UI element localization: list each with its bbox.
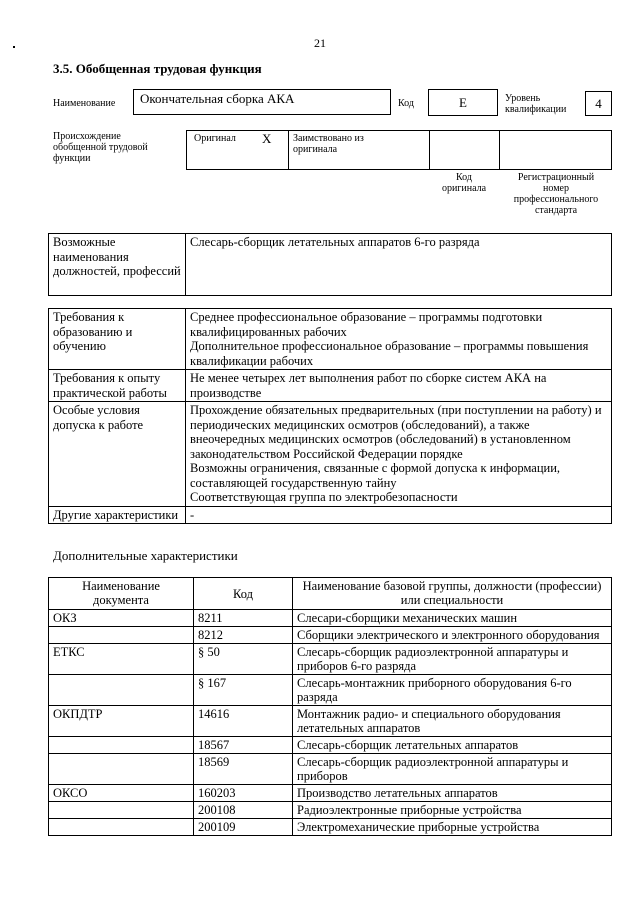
level-label-2: квалификации [505,104,567,115]
row-name: Слесарь-монтажник приборного оборудования 6-го разряда [293,675,612,706]
row-doc [49,754,194,785]
req-label: Требования к образованию и обучению [49,309,186,370]
section-title: 3.5. Обобщенная трудовая функция [53,61,262,76]
borrowed-2: оригинала [293,144,338,155]
row-doc [49,737,194,754]
table-row [49,802,612,819]
origin-grid [186,130,612,170]
row-doc: ОКПДТР [49,706,194,737]
level-label-1: Уровень [505,93,541,104]
req-line: Не менее четырех лет выполнения работ по сборке систем АКА на производстве [190,371,547,400]
original-mark: X [262,131,272,146]
req-line: Дополнительное профессиональное образование – программы повышения квалификации рабочих [190,339,589,368]
row-code: 8212 [194,627,293,644]
origin-label-2: обобщенной трудовой [53,142,148,153]
row-name: Слесари-сборщики механических машин [293,610,612,627]
row-name: Радиоэлектронные приборные устройства [293,802,612,819]
name-label: Наименование [53,98,116,109]
table-row [49,737,612,754]
row-code: 8211 [194,610,293,627]
row-name: Производство летательных аппаратов [293,785,612,802]
header-name: Наименование базовой группы, должности (профессии) или специальности [293,578,612,610]
table-row [49,754,612,785]
positions-label: Возможные наименования должностей, профессий [49,234,186,296]
code-label: Код [398,98,414,109]
level-value: 4 [595,96,602,111]
row-code: § 167 [194,675,293,706]
reg-2: номер [543,183,569,194]
row-name: Слесарь-сборщик летательных аппаратов [293,737,612,754]
req-value [186,370,612,402]
original-label: Оригинал [194,133,236,144]
header-code: Код [194,578,293,610]
positions-table [48,233,612,296]
additional-title: Дополнительные характеристики [53,548,238,563]
req-label: Другие характеристики [49,506,186,524]
row-code: 14616 [194,706,293,737]
origin-label-1: Происхождение [53,131,121,142]
row-code: 18569 [194,754,293,785]
req-label: Требования к опыту практической работы [49,370,186,402]
req-line: Возможны ограничения, связанные с формой допуска к информации, составляющей государственную тайну [190,461,561,490]
row-name: Слесарь-сборщик радиоэлектронной аппаратуры и приборов [293,754,612,785]
code-value: E [459,95,467,110]
origin-label [53,131,148,164]
borrowed-1: Заимствовано из [293,133,364,144]
code-orig-1: Код [456,172,472,183]
row-doc: ЕТКС [49,644,194,675]
req-line: Соответствующая группа по электробезопасности [190,490,458,504]
row-doc [49,675,194,706]
name-value: Окончательная сборка АКА [140,91,295,106]
table-row [49,644,612,675]
row-code: 200108 [194,802,293,819]
row-doc: ОКЗ [49,610,194,627]
req-value [186,402,612,507]
positions-value: Слесарь-сборщик летательных аппаратов 6-го разряда [186,234,612,296]
row-name: Сборщики электрического и электронного оборудования [293,627,612,644]
row-doc [49,819,194,836]
req-line: - [190,507,195,522]
row-doc [49,627,194,644]
table-row [49,785,612,802]
page-number: 21 [314,36,326,50]
row-name: Монтажник радио- и специального оборудования летательных аппаратов [293,706,612,737]
registration-number-label [500,172,612,216]
code-orig-2: оригинала [441,183,487,194]
requirements-table [48,308,612,524]
row-doc: ОКСО [49,785,194,802]
table-row [49,675,612,706]
reg-1: Регистрационный [517,172,595,183]
req-value [186,506,612,524]
table-row [49,706,612,737]
level-label [505,93,566,115]
req-line: Прохождение обязательных предварительных (при поступлении на работу) и периодических медицинских осмотров (обследований), а также внеочередных медицинских осмотров (обследований) в установленном законодательством Российской Федерации порядке [190,403,602,461]
level-box [585,91,612,116]
row-code: 160203 [194,785,293,802]
origin-label-3: функции [53,153,91,164]
req-value [186,309,612,370]
additional-table [48,577,612,836]
header-doc: Наименование документа [49,578,194,610]
reg-3: профессионального [513,194,599,205]
table-row [49,627,612,644]
row-code: 200109 [194,819,293,836]
code-box [428,89,498,116]
req-line: Среднее профессиональное образование – программы подготовки квалифицированных рабочих [190,310,543,339]
reg-4: стандарта [534,205,578,216]
row-name: Электромеханические приборные устройства [293,819,612,836]
table-row [49,610,612,627]
req-label: Особые условия допуска к работе [49,402,186,507]
code-original-label [430,172,498,194]
row-code: 18567 [194,737,293,754]
borrowed-label [293,133,364,155]
row-doc [49,802,194,819]
table-row [49,819,612,836]
row-name: Слесарь-сборщик радиоэлектронной аппаратуры и приборов 6-го разряда [293,644,612,675]
row-code: § 50 [194,644,293,675]
name-box [133,89,391,115]
